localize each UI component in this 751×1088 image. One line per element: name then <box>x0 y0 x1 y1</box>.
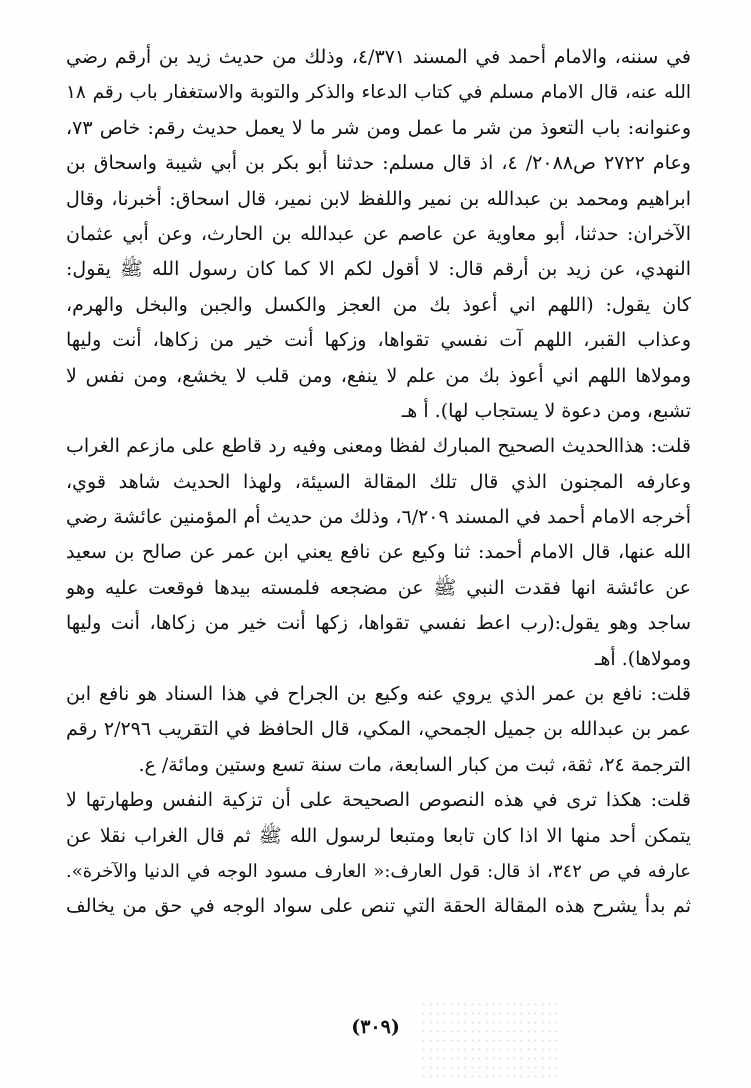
body-text <box>66 40 691 925</box>
text-line: قلت: هذاالحديث الصحيح المبارك لفظا ومعنى وفيه رد قاطع على مازعم الغراب <box>66 435 691 458</box>
text-line: الترجمة ٢٤، ثقة، ثبت من كبار السابعة، مات سنة تسع وستين ومائة/ ع. <box>138 753 691 776</box>
text-line: عارفه في ص ٣٤٢، اذ قال: قول العارف:« العارف مسود الوجه في الدنيا والآخرة». <box>66 860 691 882</box>
text-line: ومولاها اللهم اني أعوذ بك من علم لا ينفع، ومن قلب لا يخشع، ومن نفس لا <box>66 364 691 387</box>
text-line: وعام ٢٧٢٢ ص٢٠٨٨/ ٤، اذ قال مسلم: حدثنا أبو بكر بن أبي شيبة واسحاق بن <box>66 152 691 175</box>
text-line: وعارفه المجنون الذي قال تلك المقالة السيئة، ولهذا الحديث شاهد قوي، <box>66 470 691 493</box>
text-line: الله عنها، قال الامام أحمد: ثنا وكيع عن نافع يعني ابن عمر عن صالح بن سعيد <box>66 541 691 564</box>
text-line: ساجد وهو يقول:(رب اعط نفسي تقواها، زكها أنت خير من زكاها، أنت وليها <box>66 612 691 635</box>
text-line: وعنوانه: باب التعوذ من شر ما عمل ومن شر ما لا يعمل حديث رقم: خاص ٧٣، <box>66 116 691 139</box>
text-line: تشبع، ومن دعوة لا يستجاب لها). أ هـ <box>401 399 691 422</box>
text-line: أخرجه الامام أحمد في المسند ٦/٢٠٩، وذلك من حديث أم المؤمنين عائشة رضي <box>66 506 691 529</box>
text-line: الله عنه، قال الامام مسلم في كتاب الدعاء والذكر والتوبة والاستغفار باب رقم ١٨ <box>66 82 691 104</box>
page-number: (٣٠٩) <box>351 1016 400 1038</box>
text-line: قلت: هكذا ترى في هذه النصوص الصحيحة على أن تزكية النفس وطهارتها لا <box>66 789 691 812</box>
text-line: ابراهيم ومحمد بن عبدالله بن نمير واللفظ لابن نمير، قال اسحاق: أخبرنا، وقال <box>66 187 691 210</box>
text-line: النهدي، عن زيد بن أرقم قال: لا أقول لكم الا كما كان رسول الله ﷺ يقول: <box>66 258 691 281</box>
text-line: قلت: نافع بن عمر الذي يروي عنه وكيع بن الجراح في هذا السناد هو نافع ابن <box>66 683 691 706</box>
text-line: عمر بن عبدالله بن جميل الجمحي، المكي، قال الحافظ في التقريب ٢/٢٩٦ رقم <box>66 718 691 741</box>
text-line: الآخران: حدثنا، أبو معاوية عن عاصم عن عبدالله بن الحارث، وعن أبي عثمان <box>66 222 691 245</box>
text-line: عن عائشة انها فقدت النبي ﷺ عن مضجعه فلمسته بيدها فوقعت عليه وهو <box>66 576 691 599</box>
text-line: كان يقول: (اللهم اني أعوذ بك من العجز والكسل والجبن والبخل والهرم، <box>66 293 691 316</box>
text-line: وعذاب القبر، اللهم آت نفسي تقواها، وزكها أنت خير من زكاها، أنت وليها <box>66 329 691 352</box>
scan-speckle <box>420 1000 560 1080</box>
text-line: ومولاها). أهـ <box>594 647 691 670</box>
text-line: ثم بدأ يشرح هذه المقالة الحقة التي تنص على سواد الوجه في حق من يخالف <box>66 895 691 918</box>
text-line: في سننه، والامام أحمد في المسند ٤/٣٧١، وذلك من حديث زيد بن أرقم رضي <box>66 46 691 68</box>
text-line: يتمكن أحد منها الا اذا كان تابعا ومتبعا لرسول الله ﷺ ثم قال الغراب نقلا عن <box>66 824 691 847</box>
